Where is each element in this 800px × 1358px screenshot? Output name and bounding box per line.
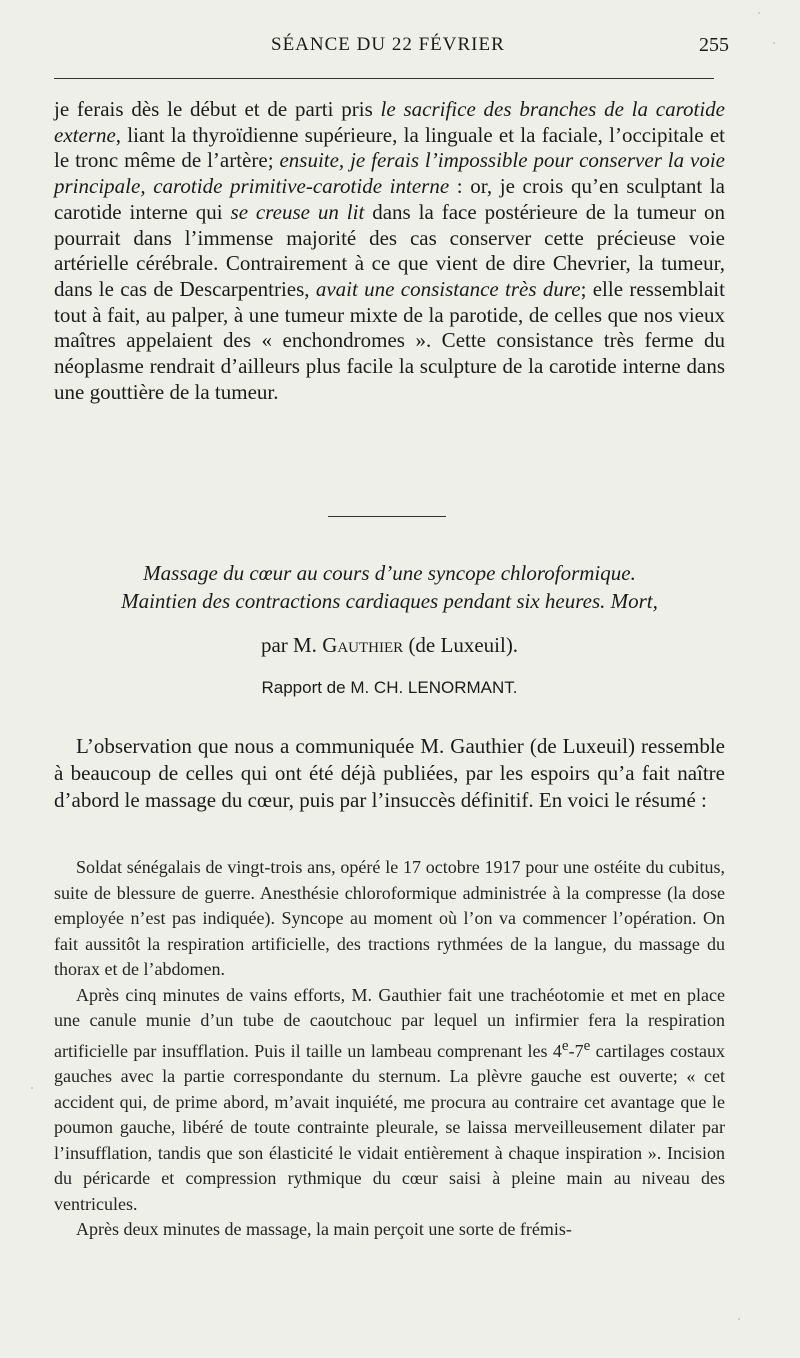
observation-2-superscript-1: e (561, 1037, 569, 1054)
header-rule (54, 78, 714, 79)
running-head (54, 34, 729, 64)
opening-italic-3: se creuse un lit (230, 199, 365, 224)
opening-text-4: dans la face postérieure de la tumeur on pourrait dans l’immense majorité des cas conserver cette précieuse voie artérielle cérébrale. Contrairement à ce que vient de dire Chevrier, la tumeur, dans le cas de Descarpentries, (54, 199, 725, 301)
opening-italic-4: avait une consistance très dure (315, 276, 581, 301)
observation-paragraph-3: Après deux minutes de massage, la main perçoit une sorte de frémis- (76, 1219, 572, 1239)
author-suffix: (de Luxeuil). (403, 633, 519, 657)
article-title-line-1: Massage du cœur au cours d’une syncope chloroformique. (143, 561, 636, 585)
observation-paragraph-1: Soldat sénégalais de vingt-trois ans, opéré le 17 octobre 1917 pour une ostéite du cubitus, suite de blessure de guerre. Anesthésie chloroformique administrée à la compresse (la dose employée n’est pas indiquée). Syncope au moment où l’on va commencer l’opération. On fait aussitôt la respiration artificielle, des tractions rythmées de la langue, du massage du thorax et de l’abdomen. (54, 857, 725, 979)
observation-2-before: Après cinq minutes de vains efforts, M. Gauthier fait une trachéotomie et met en place une canule munie d’un tube de caoutchouc par lequel un infirmier fera la respiration artificielle par insufflation. Puis il taille un lambeau comprenant les 4 (54, 984, 725, 1061)
report-line: Rapport de M. CH. LENORMANT. (261, 678, 518, 697)
opening-paragraph (54, 97, 725, 405)
author-line (54, 631, 725, 659)
paper-speck (773, 42, 775, 44)
author-name: Gauthier (322, 633, 404, 657)
article-title (54, 559, 725, 615)
opening-text-1: je ferais dès le début et de parti pris (54, 97, 381, 121)
paper-speck (31, 1087, 33, 1089)
observation-block (54, 855, 725, 1243)
page-number: 255 (699, 34, 729, 56)
paper-speck (738, 1318, 740, 1320)
opening-italic-1: le sacrifice des branches de la carotide externe (54, 97, 725, 147)
observation-paragraph-2 (54, 983, 725, 1218)
article-title-line-2: Maintien des contractions cardiaques pendant six heures. Mort, (121, 589, 658, 613)
observation-2-after: cartilages costaux gauches avec la partie correspondante du sternum. La plèvre gauche est ouverte; « cet accident qui, de prime abord, m’avait inquiété, me procura au contraire cet avantage que le poumon gauche, libéré de toute contrainte pleurale, se laissa merveilleusement dilater par l’insufflation, tandis que son élasticité le vidait entièrement à chaque inspiration ». Incision du péricarde et compression rythmique du cœur saisi à pleine main au niveau des ventricules. (54, 1040, 725, 1214)
observation-2-superscript-2: e (583, 1037, 591, 1054)
intro-paragraph-text: L’observation que nous a communiquée M. Gauthier (de Luxeuil) ressemble à beaucoup de celles qui ont été déjà publiées, par les espoirs qu’a fait naître d’abord le massage du cœur, puis par l’insuccès définitif. En voici le résumé : (54, 734, 725, 813)
intro-paragraph (54, 733, 725, 815)
opening-italic-2: ensuite, je ferais l’impossible pour conserver la voie principale, carotide primitive-carotide interne (54, 148, 726, 199)
paper-speck (758, 12, 760, 14)
section-separator (328, 516, 446, 517)
opening-paragraph-text (54, 97, 725, 405)
observation-2-middle: -7 (568, 1040, 584, 1061)
author-prefix: par M. (260, 633, 323, 657)
opening-text-3: : or, je crois qu’en sculptant la carotide interne qui (54, 174, 725, 224)
opening-text-2: , liant la thyroïdienne supérieure, la linguale et la faciale, l’occipitale et le tronc même de l’artère; (54, 122, 725, 173)
running-title: SÉANCE DU 22 FÉVRIER (271, 34, 505, 55)
opening-text-5: ; elle ressemblait tout à fait, au palper, à une tumeur mixte de la parotide, de celles que nos vieux maîtres appelaient des « enchondromes ». Cette consistance très ferme du néoplasme rendrait d’ailleurs plus facile la sculpture de la carotide interne dans une gouttière de la tumeur. (54, 276, 725, 404)
